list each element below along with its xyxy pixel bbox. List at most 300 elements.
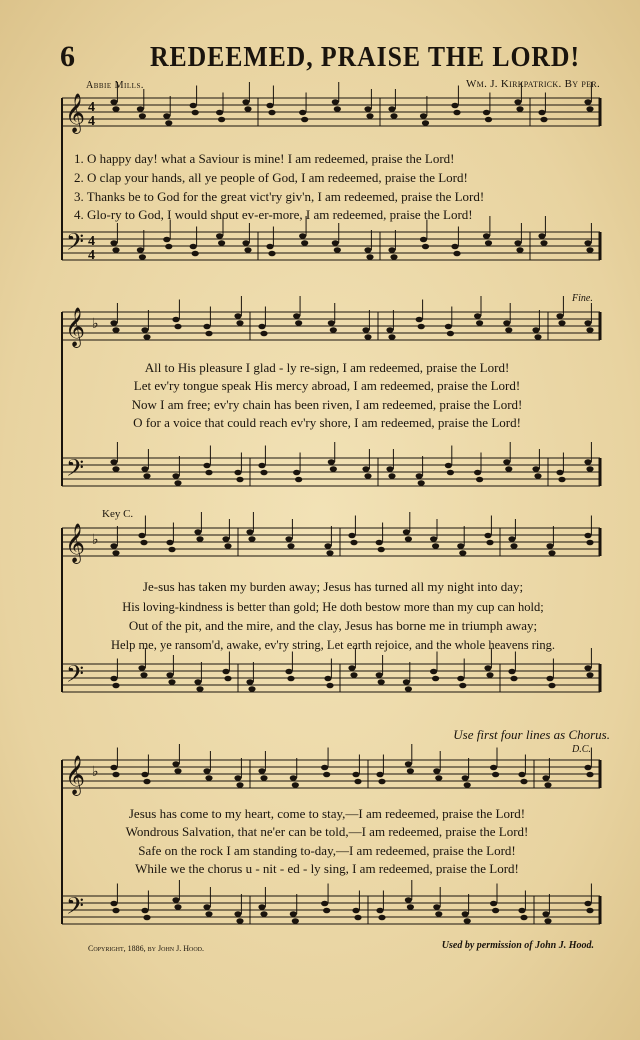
note-head (490, 901, 497, 907)
lyric-line: 4. Glo-ry to God, I would shout ev-er-more, I am redeemed, praise the Lord! (74, 207, 473, 222)
note-head (140, 672, 147, 678)
note-head (490, 765, 497, 771)
note-head (168, 679, 175, 685)
note-head (403, 679, 410, 685)
note-head (216, 233, 223, 239)
note-head (457, 543, 464, 549)
key-label: Key C. (102, 508, 134, 520)
note-head (362, 327, 369, 333)
time-signature: 4 (88, 100, 95, 115)
page-number: 6 (60, 40, 75, 73)
note-head (194, 529, 201, 535)
note-head (586, 772, 593, 778)
note-head (586, 106, 593, 112)
lyric-line: Wondrous Salvation, that ne'er can be told,—I am redeemed, praise the Lord! (125, 824, 529, 839)
note-head (474, 313, 481, 319)
lyric-line: Let ev'ry tongue speak His mercy abroad, I am redeemed, praise the Lord! (133, 378, 521, 393)
note-head (234, 775, 241, 781)
note-head (334, 106, 341, 112)
note-head (222, 669, 229, 675)
note-head (486, 540, 493, 546)
note-head (354, 915, 361, 921)
note-head (292, 918, 299, 924)
note-head (166, 672, 173, 678)
note-head (534, 334, 541, 340)
note-head (542, 911, 549, 917)
note-head (486, 672, 493, 678)
note-head (416, 473, 423, 479)
note-head (376, 908, 383, 914)
note-head (546, 676, 553, 682)
note-head (258, 768, 265, 774)
permission-notice: Used by permission of John J. Hood. (441, 940, 594, 951)
note-head (266, 244, 273, 250)
lyric-line: Help me, ye ransom'd, awake, ev'ry string, Let earth rejoice, and the whole heavens ring. (111, 638, 555, 652)
note-head (484, 533, 491, 539)
note-head (222, 536, 229, 542)
note-head (462, 775, 469, 781)
note-head (464, 782, 471, 788)
note-head (196, 536, 203, 542)
note-head (290, 911, 297, 917)
note-head (165, 120, 172, 126)
lyric-line: 3. Thanks be to God for the great vict'ry giv'n, I am redeemed, praise the Lord! (74, 189, 485, 204)
note-head (110, 543, 117, 549)
lyric-line: Jesus has come to my heart, come to stay,—I am redeemed, praise the Lord! (128, 806, 526, 821)
note-head (163, 113, 170, 119)
note-head (348, 533, 355, 539)
note-head (516, 106, 523, 112)
note-head (503, 459, 510, 465)
note-head (520, 779, 527, 785)
note-head (205, 775, 212, 781)
note-head (242, 240, 249, 246)
note-head (532, 466, 539, 472)
note-head (205, 331, 212, 337)
note-head (218, 117, 225, 123)
note-head (218, 240, 225, 246)
note-head (584, 665, 591, 671)
note-head (476, 477, 483, 483)
note-head (350, 672, 357, 678)
note-head (140, 540, 147, 546)
lyric-line: 2. O clap your hands, all ye people of God, I am redeemed, praise the Lord! (74, 170, 468, 185)
note-head (328, 320, 335, 326)
note-head (405, 897, 412, 903)
note-head (352, 772, 359, 778)
note-head (388, 247, 395, 253)
note-head (174, 480, 181, 486)
note-head (234, 470, 241, 476)
treble-clef: 𝄞 (65, 307, 86, 347)
note-head (203, 768, 210, 774)
note-head (405, 536, 412, 542)
note-head (364, 106, 371, 112)
note-head (354, 779, 361, 785)
note-head (435, 911, 442, 917)
note-head (492, 908, 499, 914)
note-head (174, 768, 181, 774)
note-head (110, 320, 117, 326)
note-head (505, 327, 512, 333)
note-head (462, 911, 469, 917)
note-head (416, 317, 423, 323)
note-head (138, 665, 145, 671)
note-head (584, 240, 591, 246)
note-head (584, 765, 591, 771)
note-head (236, 477, 243, 483)
note-head (584, 459, 591, 465)
note-head (143, 473, 150, 479)
note-head (430, 536, 437, 542)
note-head (508, 536, 515, 542)
note-head (299, 110, 306, 116)
note-head (366, 254, 373, 260)
note-head (445, 463, 452, 469)
note-head (190, 103, 197, 109)
note-head (224, 676, 231, 682)
note-head (110, 676, 117, 682)
note-head (484, 665, 491, 671)
note-head (453, 251, 460, 257)
note-head (260, 775, 267, 781)
note-head (378, 915, 385, 921)
note-head (163, 237, 170, 243)
note-head (290, 775, 297, 781)
note-head (293, 470, 300, 476)
note-head (137, 247, 144, 253)
lyric-line: His loving-kindness is better than gold; He doth bestow more than my cup can hold; (122, 600, 544, 614)
note-head (420, 113, 427, 119)
note-head (203, 904, 210, 910)
note-head (112, 247, 119, 253)
note-head (324, 543, 331, 549)
note-head (405, 761, 412, 767)
note-head (112, 327, 119, 333)
treble-clef: 𝄞 (65, 93, 86, 133)
note-head (451, 103, 458, 109)
note-head (364, 334, 371, 340)
note-head (420, 237, 427, 243)
note-head (194, 679, 201, 685)
note-head (258, 904, 265, 910)
note-head (143, 334, 150, 340)
note-head (474, 470, 481, 476)
note-head (292, 782, 299, 788)
note-head (403, 529, 410, 535)
note-head (248, 536, 255, 542)
note-head (433, 904, 440, 910)
note-head (544, 918, 551, 924)
fine-marking: Fine. (572, 293, 593, 304)
note-head (378, 779, 385, 785)
key-signature: ♭ (92, 317, 99, 332)
lyric-line: 1. O happy day! what a Saviour is mine! I am redeemed, praise the Lord! (74, 151, 455, 166)
note-head (110, 99, 117, 105)
note-head (378, 679, 385, 685)
note-head (139, 254, 146, 260)
lyric-line: O for a voice that could reach ev'ry shore, I am redeemed, praise the Lord! (133, 415, 521, 430)
note-head (407, 768, 414, 774)
note-head (586, 672, 593, 678)
note-head (203, 463, 210, 469)
note-head (418, 480, 425, 486)
note-head (548, 683, 555, 689)
time-signature: 4 (88, 114, 95, 129)
note-head (348, 665, 355, 671)
key-signature: ♭ (92, 765, 99, 780)
note-head (464, 918, 471, 924)
note-head (445, 324, 452, 330)
note-head (260, 331, 267, 337)
note-head (143, 779, 150, 785)
lyric-line: While we the chorus u - nit - ed - ly sing, I am redeemed, praise the Lord! (135, 861, 519, 876)
note-head (110, 240, 117, 246)
hymn-title: REDEEMED, PRAISE THE LORD! (150, 42, 580, 73)
copyright-notice: Copyright, 1886, by John J. Hood. (88, 944, 205, 953)
note-head (514, 99, 521, 105)
note-head (503, 320, 510, 326)
note-head (141, 772, 148, 778)
note-head (112, 908, 119, 914)
note-head (483, 233, 490, 239)
note-head (538, 110, 545, 116)
note-head (203, 324, 210, 330)
note-head (287, 676, 294, 682)
note-head (246, 529, 253, 535)
note-head (301, 240, 308, 246)
note-head (352, 908, 359, 914)
note-head (542, 775, 549, 781)
dc-marking: D.C. (572, 744, 591, 755)
note-head (516, 247, 523, 253)
lyric-line: Je-sus has taken my burden away; Jesus has turned all my night into day; (142, 579, 524, 594)
note-head (405, 686, 412, 692)
note-head (332, 240, 339, 246)
note-head (556, 313, 563, 319)
bass-clef: 𝄢 (66, 228, 85, 261)
time-signature: 4 (88, 248, 95, 263)
note-head (110, 765, 117, 771)
note-head (285, 669, 292, 675)
note-head (172, 317, 179, 323)
note-head (244, 247, 251, 253)
note-head (141, 327, 148, 333)
note-head (137, 106, 144, 112)
note-head (407, 904, 414, 910)
note-head (244, 106, 251, 112)
note-head (172, 473, 179, 479)
note-head (143, 915, 150, 921)
note-head (112, 683, 119, 689)
lyric-line: Now I am free; ev'ry chain has been riven, I am redeemed, praise the Lord! (131, 397, 523, 412)
lyric-line: All to His pleasure I glad - ly re-sign, I am redeemed, praise the Lord! (144, 360, 510, 375)
note-head (518, 908, 525, 914)
note-head (301, 117, 308, 123)
note-head (586, 540, 593, 546)
note-head (174, 904, 181, 910)
note-head (112, 550, 119, 556)
note-head (534, 473, 541, 479)
note-head (457, 676, 464, 682)
note-head (390, 113, 397, 119)
note-head (422, 120, 429, 126)
note-head (234, 313, 241, 319)
note-head (483, 110, 490, 116)
note-head (260, 911, 267, 917)
note-head (544, 782, 551, 788)
note-head (584, 99, 591, 105)
note-head (196, 686, 203, 692)
note-head (510, 543, 517, 549)
bass-clef: 𝄢 (66, 660, 85, 693)
note-head (110, 459, 117, 465)
note-head (234, 911, 241, 917)
time-signature: 4 (88, 234, 95, 249)
note-head (422, 244, 429, 250)
note-head (492, 772, 499, 778)
note-head (205, 470, 212, 476)
note-head (260, 470, 267, 476)
note-head (538, 233, 545, 239)
note-head (110, 901, 117, 907)
note-head (388, 106, 395, 112)
note-head (435, 775, 442, 781)
note-head (586, 908, 593, 914)
note-head (514, 240, 521, 246)
note-head (112, 772, 119, 778)
note-head (334, 247, 341, 253)
note-head (324, 676, 331, 682)
note-head (505, 466, 512, 472)
note-head (330, 327, 337, 333)
note-head (112, 466, 119, 472)
note-head (323, 908, 330, 914)
note-head (390, 254, 397, 260)
composer-credit: Wm. J. Kirkpatrick. By per. (466, 78, 600, 90)
note-head (459, 550, 466, 556)
note-head (556, 470, 563, 476)
note-head (548, 550, 555, 556)
note-head (236, 320, 243, 326)
note-head (321, 901, 328, 907)
note-head (236, 782, 243, 788)
note-head (216, 110, 223, 116)
note-head (266, 103, 273, 109)
note-head (138, 533, 145, 539)
note-head (112, 106, 119, 112)
note-head (433, 768, 440, 774)
note-head (386, 327, 393, 333)
note-head (326, 550, 333, 556)
note-head (236, 918, 243, 924)
note-head (532, 327, 539, 333)
note-head (388, 473, 395, 479)
note-head (376, 540, 383, 546)
note-head (174, 324, 181, 330)
note-head (364, 247, 371, 253)
note-head (546, 543, 553, 549)
note-head (447, 470, 454, 476)
note-head (540, 240, 547, 246)
note-head (485, 240, 492, 246)
note-head (258, 324, 265, 330)
note-head (510, 676, 517, 682)
note-head (328, 459, 335, 465)
note-head (165, 244, 172, 250)
note-head (508, 669, 515, 675)
note-head (520, 915, 527, 921)
note-head (518, 772, 525, 778)
note-head (364, 473, 371, 479)
note-head (330, 466, 337, 472)
lyric-line: Out of the pit, and the mire, and the clay, Jesus has borne me in triumph away; (128, 618, 538, 633)
note-head (584, 533, 591, 539)
note-head (332, 99, 339, 105)
note-head (287, 543, 294, 549)
note-head (451, 244, 458, 250)
note-head (366, 113, 373, 119)
note-head (432, 676, 439, 682)
note-head (386, 466, 393, 472)
note-head (321, 765, 328, 771)
note-head (168, 547, 175, 553)
note-head (268, 251, 275, 257)
note-head (139, 113, 146, 119)
note-head (246, 679, 253, 685)
note-head (378, 547, 385, 553)
lyric-line: Safe on the rock I am standing to-day,—I am redeemed, praise the Lord! (138, 843, 516, 858)
note-head (418, 324, 425, 330)
note-head (268, 110, 275, 116)
note-head (558, 477, 565, 483)
note-head (586, 466, 593, 472)
note-head (350, 540, 357, 546)
note-head (242, 99, 249, 105)
note-head (248, 686, 255, 692)
note-head (453, 110, 460, 116)
note-head (166, 540, 173, 546)
note-head (224, 543, 231, 549)
note-head (376, 672, 383, 678)
chorus-instruction: Use first four lines as Chorus. (453, 727, 610, 742)
note-head (584, 320, 591, 326)
note-head (376, 772, 383, 778)
note-head (447, 331, 454, 337)
note-head (190, 244, 197, 250)
bass-clef: 𝄢 (66, 454, 85, 487)
note-head (172, 761, 179, 767)
note-head (285, 536, 292, 542)
note-head (258, 463, 265, 469)
note-head (540, 117, 547, 123)
note-head (459, 683, 466, 689)
note-head (172, 897, 179, 903)
note-head (362, 466, 369, 472)
note-head (388, 334, 395, 340)
note-head (430, 669, 437, 675)
lyricist-credit: Abbie Mills. (86, 80, 144, 91)
note-head (299, 233, 306, 239)
note-head (326, 683, 333, 689)
note-head (192, 251, 199, 257)
note-head (295, 477, 302, 483)
note-head (558, 320, 565, 326)
treble-clef: 𝄞 (65, 755, 86, 795)
note-head (295, 320, 302, 326)
note-head (141, 908, 148, 914)
note-head (293, 313, 300, 319)
